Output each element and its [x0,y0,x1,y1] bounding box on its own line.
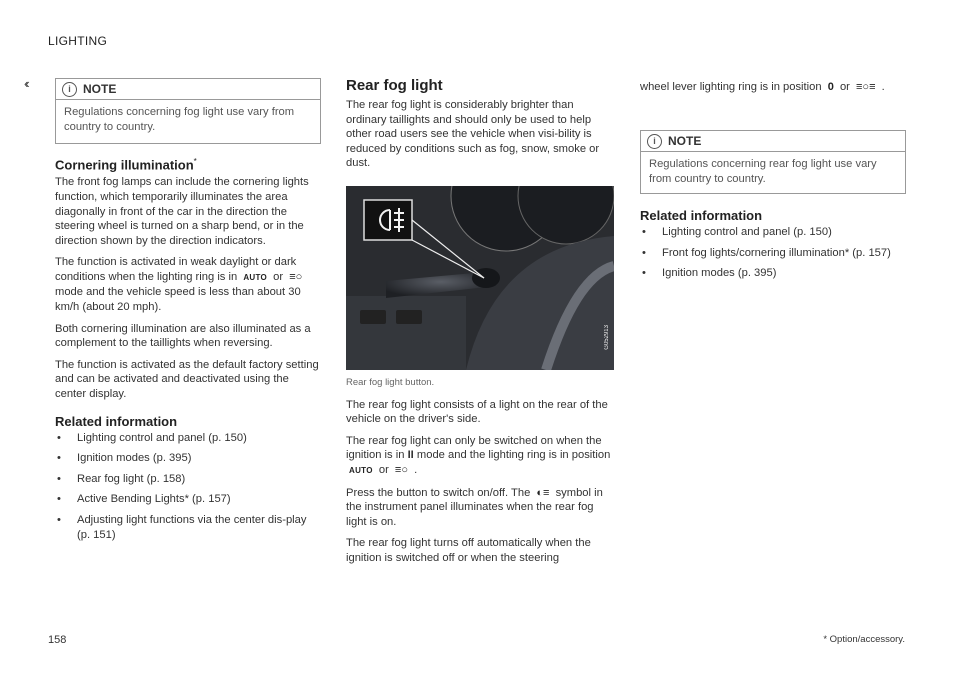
continued-marker: ‹‹ [24,76,27,91]
related-link[interactable]: • Ignition modes (p. 395) [640,266,907,281]
related-link[interactable]: • Front fog lights/cornering illumination* (p. 157) [640,246,907,261]
rear-fog-p2: The rear fog light can only be switched on when the ignition is in II mode and the lighting ring is in position AUTO or ≡○ . [346,434,611,476]
photo-caption: Rear fog light button. [346,377,435,388]
auto-icon: AUTO [349,465,373,475]
related-link[interactable]: • Adjusting light functions via the center dis-play (p. 151) [55,513,321,542]
note-label: NOTE [668,134,702,148]
rear-fog-continued [640,80,907,95]
low-beam-icon: ≡○ [289,270,303,283]
rear-fog-p1: The rear fog light consists of a light on the rear of the vehicle on the driver's side. [346,398,608,426]
related-section-2 [640,208,907,287]
rear-fog-intro: The rear fog light is considerably brighter than ordinary taillights and should only be used to help other road users see the vehicle when visi-bility is reduced by conditions such as fog, snow, smoke or dust. [346,99,600,170]
photo-code: G052913 [604,325,610,350]
dashboard-illustration [346,186,614,370]
related-link[interactable]: • Lighting control and panel (p. 150) [640,225,907,240]
rear-fog-p4: The rear fog light turns off automatically when the ignition is switched off or when the steering [346,537,591,564]
info-icon: i [647,134,662,149]
note-text: Regulations concerning fog light use vary from country to country. [64,106,295,133]
cornering-p4: The function is activated as the default factory setting and can be activated and deactivated using the center display. [55,358,319,401]
note-header [56,79,320,100]
related-link[interactable]: • Lighting control and panel (p. 150) [55,431,321,446]
cornering-p3: Both cornering illumination are also illuminated as a complement to the taillights when reversing. [55,322,311,350]
note-text: Regulations concerning rear fog light use vary from country to country. [649,158,877,185]
rear-fog-section [346,77,614,171]
low-beam-icon: ≡○ [394,463,408,476]
rear-fog-body [346,376,614,566]
rear-fog-p3: Press the button to switch on/off. The ◐≡ symbol in the instrument panel illuminates when the rear fog light is on. [346,486,603,528]
related-link[interactable]: • Rear fog light (p. 158) [55,472,321,487]
rear-fog-photo [346,186,614,370]
note-box-fog [55,78,321,144]
position-lights-icon: ≡○≡ [856,81,876,93]
note-label: NOTE [83,82,117,96]
related-list-2 [640,225,907,281]
cornering-p2: The function is activated in weak daylight or dark conditions when the lighting ring is in AUTO or ≡○ mode and the vehicle speed is less than about 30 km/h (about 20 mph). [55,255,321,314]
related-heading-2: Related information [640,208,763,223]
note-box-rear-fog [640,130,906,194]
related-list-1 [55,431,321,543]
page-number: 158 [48,634,67,646]
cornering-section [55,157,321,548]
note-header [641,131,905,152]
ignition-mode: II [407,449,414,462]
cornering-p1: The front fog lamps can include the cornering lights function, which temporarily illuminates the area diagonally in front of the car in the direction the steering wheel is turned on a sharp bend, or in the direction shown by the direction indicators. [55,176,309,247]
related-heading-1: Related information [55,413,178,429]
footnote: * Option/accessory. [823,634,905,645]
position-zero: 0 [827,81,834,93]
rear-fog-title: Rear fog light [346,77,443,94]
related-link[interactable]: • Active Bending Lights* (p. 157) [55,492,321,507]
rear-fog-p4-cont: wheel lever lighting ring is in position 0 or ≡○≡ . [640,81,885,93]
section-label: LIGHTING [48,34,108,48]
related-link[interactable]: • Ignition modes (p. 395) [55,451,321,466]
rear-fog-symbol-icon: ◐≡ [536,486,550,499]
auto-icon: AUTO [243,272,268,282]
cornering-heading: Cornering illumination* [55,157,197,173]
info-icon: i [62,82,77,97]
